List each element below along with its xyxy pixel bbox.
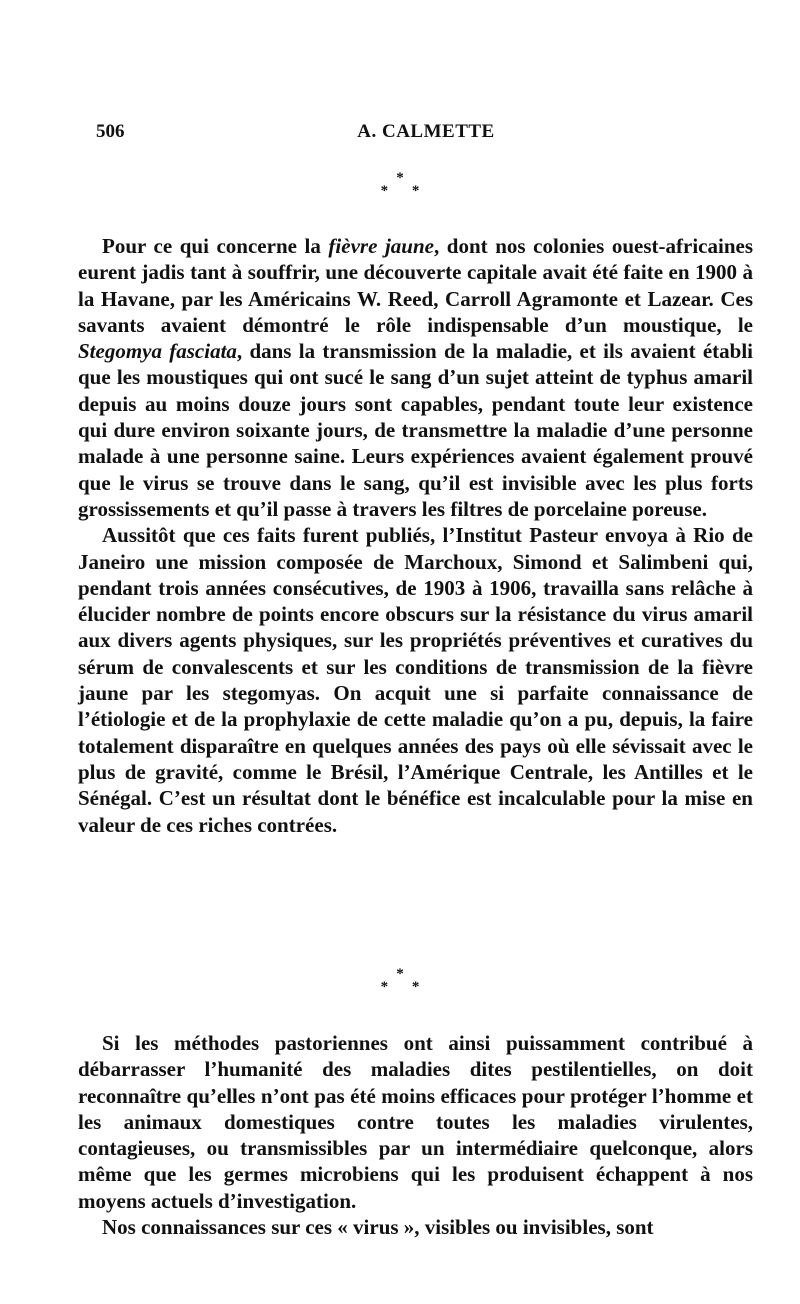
asterism-stars: * * <box>380 183 430 199</box>
paragraph-rio-mission: Aussitôt que ces faits furent publiés, l’Institut Pasteur envoya à Rio de Janeiro une mission composée de Marchoux, Simond et Salimbeni qui, pendant trois années consécutives, de 1903 à 1906, travailla sans relâche à élucider nombre de points encore obscurs sur la résistance du virus amaril aux divers agents physiques, sur les propriétés préventives et curatives du sérum de convalescents et sur les conditions de transmission de la fièvre jaune par les stegomyas. On acquit une si parfaite connaissance de l’étiologie et de la prophylaxie de cette maladie qu’on a pu, depuis, la faire totalement disparaître en quelques années des pays où elle sévissait avec le plus de gravité, comme le Brésil, l’Amérique Centrale, les Antilles et le Sénégal. C’est un résultat dont le bénéfice est incalculable pour la mise en valeur de ces riches contrées. <box>78 523 753 837</box>
running-head-author: A. CALMETTE <box>357 121 495 142</box>
paragraph-text: , dans la transmission de la maladie, et ils avaient établi que les moustiques qui ont sucé le sang d’un sujet atteint de typhus amaril depuis au moins douze jours sont capables, pendant toute leur existence qui dure environ soixante jours, de transmettre la maladie d’une personne malade à une personne saine. Leurs expériences avaient également prouvé que le virus se trouve dans le sang, qu’il est invisible avec les plus forts grossissements et qu’il passe à travers les filtres de porcelaine poreuse. <box>78 339 753 521</box>
asterism-star: * <box>396 966 404 982</box>
asterism-top <box>0 172 800 202</box>
italic-species-name: Stegomya fasciata <box>78 339 237 364</box>
section-yellow-fever <box>78 233 753 838</box>
asterism-middle <box>0 968 800 998</box>
paragraph-text: , dont nos colonies ouest-africaines eurent jadis tant à souffrir, une découverte capitale avait été faite en 1900 à la Havane, par les Américains W. Reed, Carroll Agramonte et Lazear. Ces savants avaient démontré le rôle indispensable d’un moustique, le <box>78 234 753 337</box>
paragraph-pastorian-methods: Si les méthodes pastoriennes ont ainsi puissamment contribué à débarrasser l’humanité des maladies dites pestilentielles, on doit reconnaître qu’elles n’ont pas été moins efficaces pour protéger l’homme et les animaux domestiques contre toutes les maladies virulentes, contagieuses, ou transmissibles par un intermédiaire quelconque, alors même que les germes microbiens qui les produisent échappent à nos moyens actuels d’investigation. <box>78 1031 753 1213</box>
italic-term: fièvre jaune <box>328 234 434 258</box>
asterism-star: * <box>396 170 404 186</box>
running-head <box>96 121 756 145</box>
paragraph-yellow-fever-discovery <box>78 233 753 522</box>
page-number: 506 <box>96 121 125 142</box>
paragraph-virus-knowledge: Nos connaissances sur ces « virus », visibles ou invisibles, sont <box>102 1215 654 1240</box>
section-pastorian-methods <box>78 1030 753 1240</box>
paragraph-text: Pour ce qui concerne la <box>102 234 329 258</box>
asterism-stars: * * <box>380 979 430 995</box>
